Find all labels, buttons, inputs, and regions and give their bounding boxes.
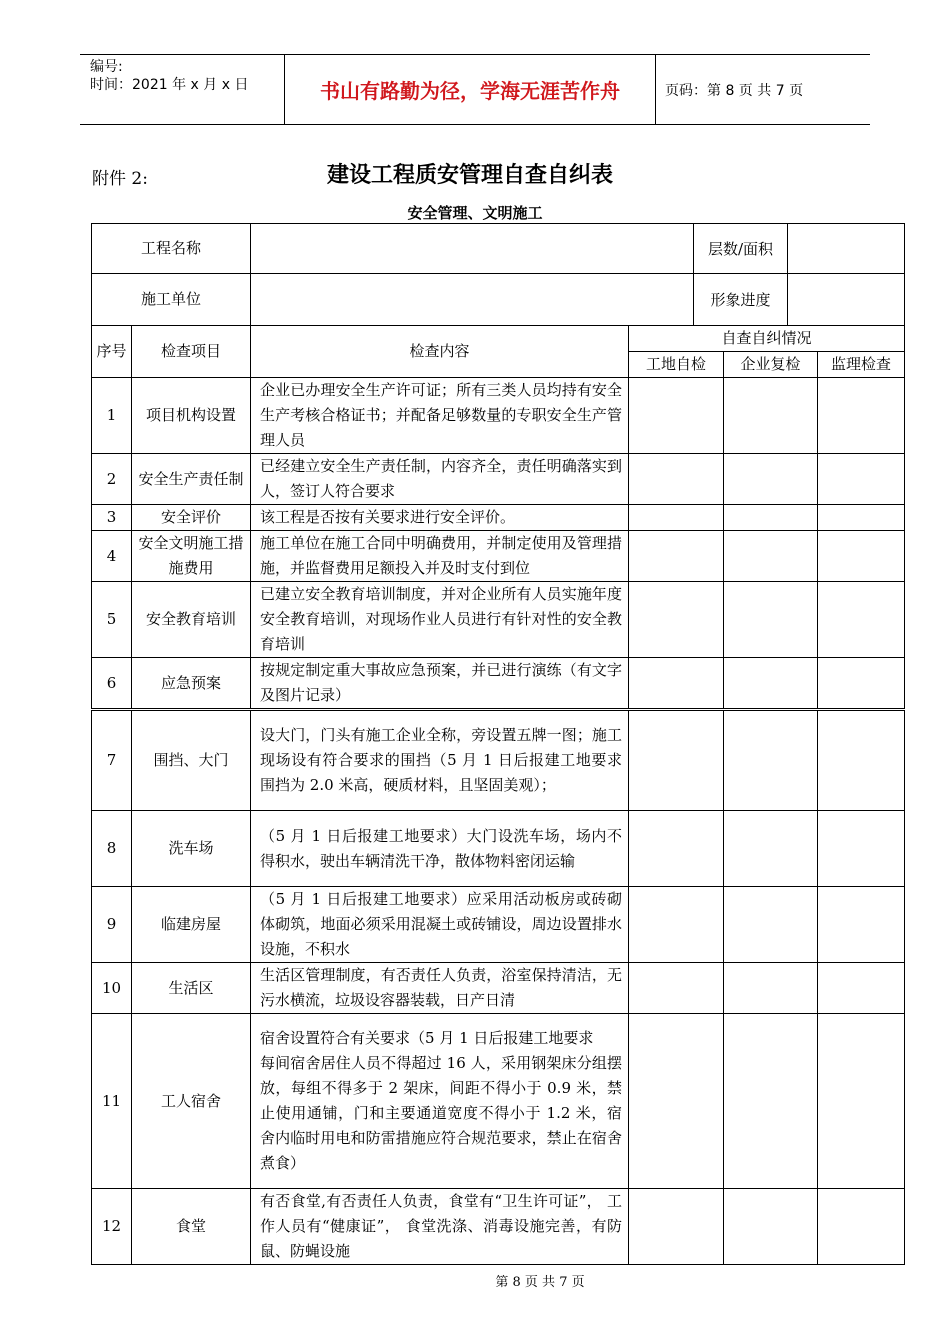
row-item: 围挡、大门 bbox=[132, 710, 251, 811]
builder-field[interactable] bbox=[251, 274, 694, 326]
company-check-cell[interactable] bbox=[724, 582, 818, 658]
row-item: 食堂 bbox=[132, 1189, 251, 1265]
company-check-cell[interactable] bbox=[724, 710, 818, 811]
table-row bbox=[92, 582, 905, 658]
row-item: 安全教育培训 bbox=[132, 582, 251, 658]
supervisor-check-cell[interactable] bbox=[818, 1014, 905, 1189]
supervisor-check-cell[interactable] bbox=[818, 531, 905, 582]
col-seq-header: 序号 bbox=[92, 326, 132, 378]
project-name-label: 工程名称 bbox=[92, 224, 251, 274]
inspection-table bbox=[91, 223, 905, 1265]
table-row bbox=[92, 454, 905, 505]
row-number: 4 bbox=[92, 531, 132, 582]
row-number: 10 bbox=[92, 963, 132, 1014]
site-check-cell[interactable] bbox=[629, 658, 724, 710]
attachment-label: 附件 2: bbox=[92, 169, 148, 189]
site-check-cell[interactable] bbox=[629, 1014, 724, 1189]
row-number: 5 bbox=[92, 582, 132, 658]
site-check-cell[interactable] bbox=[629, 811, 724, 887]
company-check-cell[interactable] bbox=[724, 658, 818, 710]
header-meta bbox=[90, 58, 280, 94]
site-check-cell[interactable] bbox=[629, 887, 724, 963]
table-row bbox=[92, 378, 905, 454]
number-label: 编号: bbox=[90, 59, 123, 75]
floors-area-label: 层数/面积 bbox=[694, 224, 788, 274]
supervisor-check-cell[interactable] bbox=[818, 811, 905, 887]
row-number: 1 bbox=[92, 378, 132, 454]
row-content-line: 每间宿舍居住人员不得超过 16 人，采用钢架床分组摆放，每组不得多于 2 架床，间距不得小于 0.9 米，禁止使用通铺，门和主要通道宽度不得小于 1.2 米，宿舍内临时用电和防雷措施应符合规范要求，禁止在宿舍煮食） bbox=[260, 1054, 623, 1172]
company-check-cell[interactable] bbox=[724, 811, 818, 887]
company-check-cell[interactable] bbox=[724, 505, 818, 531]
company-check-cell[interactable] bbox=[724, 454, 818, 505]
row-content: （5 月 1 日后报建工地要求）大门设洗车场，场内不得积水，驶出车辆清洗干净，散体物料密闭运输 bbox=[251, 811, 629, 887]
site-check-cell[interactable] bbox=[629, 710, 724, 811]
company-check-cell[interactable] bbox=[724, 378, 818, 454]
site-check-cell[interactable] bbox=[629, 582, 724, 658]
table-row bbox=[92, 1189, 905, 1265]
row-content: 施工单位在施工合同中明确费用，并制定使用及管理措施，并监督费用足额投入并及时支付到位 bbox=[251, 531, 629, 582]
row-item: 安全文明施工措施费用 bbox=[132, 531, 251, 582]
col-supervisor-check-header: 监理检查 bbox=[818, 352, 905, 378]
page-footer: 第 8 页 共 7 页 bbox=[495, 1275, 585, 1290]
row-content: （5 月 1 日后报建工地要求）应采用活动板房或砖砌体砌筑，地面必须采用混凝土或砖铺设，周边设置排水设施，不积水 bbox=[251, 887, 629, 963]
project-name-row bbox=[92, 224, 905, 274]
supervisor-check-cell[interactable] bbox=[818, 658, 905, 710]
company-check-cell[interactable] bbox=[724, 531, 818, 582]
company-check-cell[interactable] bbox=[724, 1014, 818, 1189]
row-number: 7 bbox=[92, 710, 132, 811]
row-number: 8 bbox=[92, 811, 132, 887]
site-check-cell[interactable] bbox=[629, 454, 724, 505]
row-item: 项目机构设置 bbox=[132, 378, 251, 454]
row-item: 临建房屋 bbox=[132, 887, 251, 963]
row-item: 洗车场 bbox=[132, 811, 251, 887]
builder-label: 施工单位 bbox=[92, 274, 251, 326]
header-page-number: 页码：第 8 页 共 7 页 bbox=[665, 82, 804, 99]
row-number: 6 bbox=[92, 658, 132, 710]
floors-area-field[interactable] bbox=[788, 224, 905, 274]
project-name-field[interactable] bbox=[251, 224, 694, 274]
table-row bbox=[92, 505, 905, 531]
supervisor-check-cell[interactable] bbox=[818, 887, 905, 963]
table-row bbox=[92, 710, 905, 811]
col-company-check-header: 企业复检 bbox=[724, 352, 818, 378]
company-check-cell[interactable] bbox=[724, 887, 818, 963]
company-check-cell[interactable] bbox=[724, 1189, 818, 1265]
site-check-cell[interactable] bbox=[629, 378, 724, 454]
table-row bbox=[92, 658, 905, 710]
row-number: 12 bbox=[92, 1189, 132, 1265]
row-content: 生活区管理制度，有否责任人负责，浴室保持清洁，无污水横流，垃圾设容器装载，日产日清 bbox=[251, 963, 629, 1014]
header-divider bbox=[655, 55, 656, 124]
table-row bbox=[92, 963, 905, 1014]
row-content: 企业已办理安全生产许可证；所有三类人员均持有安全生产考核合格证书；并配备足够数量的专职安全生产管理人员 bbox=[251, 378, 629, 454]
supervisor-check-cell[interactable] bbox=[818, 378, 905, 454]
self-check-group-header: 自查自纠情况 bbox=[629, 326, 905, 352]
time-label: 时间：2021 年 x 月 x 日 bbox=[90, 77, 249, 93]
row-item: 生活区 bbox=[132, 963, 251, 1014]
row-number: 9 bbox=[92, 887, 132, 963]
row-item: 应急预案 bbox=[132, 658, 251, 710]
progress-field[interactable] bbox=[788, 274, 905, 326]
table-row bbox=[92, 531, 905, 582]
col-content-header: 检查内容 bbox=[251, 326, 629, 378]
supervisor-check-cell[interactable] bbox=[818, 710, 905, 811]
table-row bbox=[92, 1014, 905, 1189]
row-content: 该工程是否按有关要求进行安全评价。 bbox=[251, 505, 629, 531]
supervisor-check-cell[interactable] bbox=[818, 505, 905, 531]
row-item: 工人宿舍 bbox=[132, 1014, 251, 1189]
table-row bbox=[92, 887, 905, 963]
row-item: 安全评价 bbox=[132, 505, 251, 531]
row-content: 已经建立安全生产责任制，内容齐全，责任明确落实到人，签订人符合要求 bbox=[251, 454, 629, 505]
page-header bbox=[80, 54, 870, 125]
row-content: 按规定制定重大事故应急预案，并已进行演练（有文字及图片记录） bbox=[251, 658, 629, 710]
supervisor-check-cell[interactable] bbox=[818, 454, 905, 505]
company-check-cell[interactable] bbox=[724, 963, 818, 1014]
row-content: 设大门，门头有施工企业全称，旁设置五牌一图；施工现场设有符合要求的围挡（5 月 1 日后报建工地要求围挡为 2.0 米高，硬质材料，且坚固美观）； bbox=[251, 710, 629, 811]
row-item: 安全生产责任制 bbox=[132, 454, 251, 505]
supervisor-check-cell[interactable] bbox=[818, 582, 905, 658]
site-check-cell[interactable] bbox=[629, 505, 724, 531]
table-row bbox=[92, 811, 905, 887]
document-title: 建设工程质安管理自查自纠表 bbox=[326, 163, 613, 188]
column-header-row bbox=[92, 326, 905, 352]
row-number: 11 bbox=[92, 1014, 132, 1189]
supervisor-check-cell[interactable] bbox=[818, 963, 905, 1014]
builder-row bbox=[92, 274, 905, 326]
row-content: 已建立安全教育培训制度，并对企业所有人员实施年度安全教育培训，对现场作业人员进行有针对性的安全教育培训 bbox=[251, 582, 629, 658]
row-content-line: 宿舍设置符合有关要求（5 月 1 日后报建工地要求 bbox=[260, 1029, 594, 1047]
col-item-header: 检查项目 bbox=[132, 326, 251, 378]
row-content bbox=[251, 1014, 629, 1189]
document-subtitle: 安全管理、文明施工 bbox=[407, 204, 543, 222]
row-number: 2 bbox=[92, 454, 132, 505]
row-content: 有否食堂,有否责任人负责，食堂有“卫生许可证”， 工作人员有“健康证”， 食堂洗涤、消毒设施完善，有防鼠、防蝇设施 bbox=[251, 1189, 629, 1265]
header-motto: 书山有路勤为径，学海无涯苦作舟 bbox=[320, 79, 620, 103]
progress-label: 形象进度 bbox=[694, 274, 788, 326]
supervisor-check-cell[interactable] bbox=[818, 1189, 905, 1265]
col-site-check-header: 工地自检 bbox=[629, 352, 724, 378]
site-check-cell[interactable] bbox=[629, 1189, 724, 1265]
site-check-cell[interactable] bbox=[629, 531, 724, 582]
row-number: 3 bbox=[92, 505, 132, 531]
site-check-cell[interactable] bbox=[629, 963, 724, 1014]
